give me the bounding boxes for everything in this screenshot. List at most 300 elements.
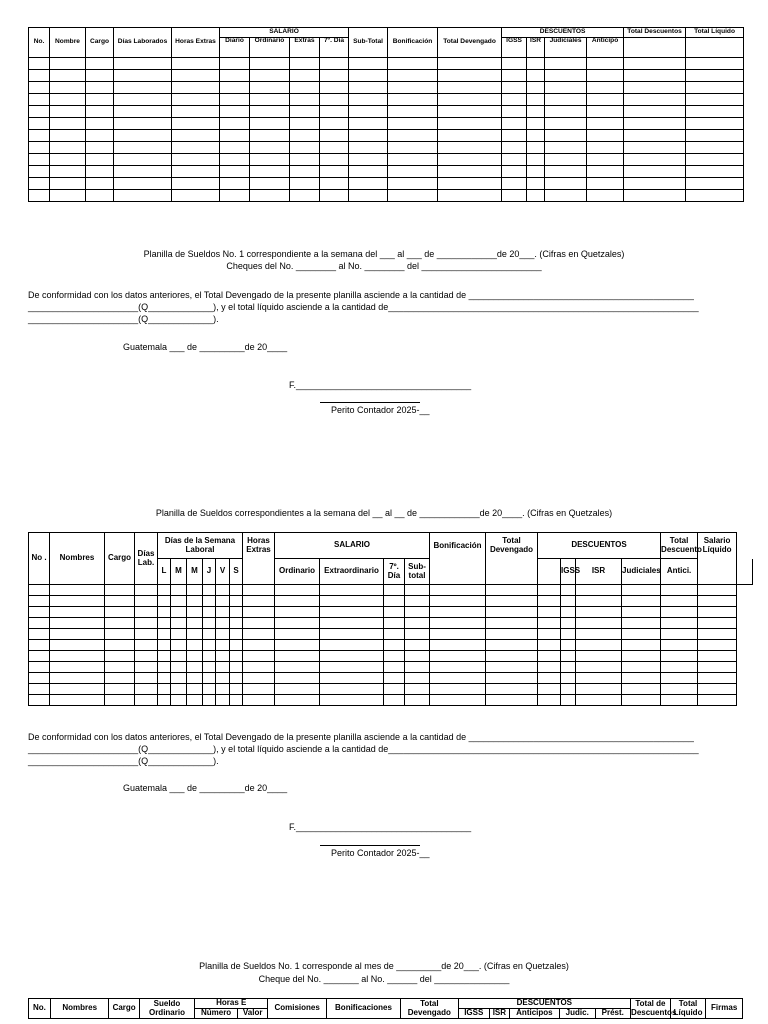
table-cell bbox=[290, 178, 320, 190]
table-cell bbox=[622, 618, 661, 629]
table-cell bbox=[203, 618, 216, 629]
table-cell bbox=[545, 118, 587, 130]
table-cell bbox=[561, 640, 576, 651]
table-cell bbox=[114, 178, 172, 190]
form1-conformity-line-2: ______________________(Q_____________), y el total líquido asciende a la cantidad de______________________________________________________________ bbox=[28, 302, 699, 312]
table-cell bbox=[320, 596, 384, 607]
table-cell bbox=[561, 618, 576, 629]
table-cell bbox=[105, 684, 135, 695]
table-cell bbox=[135, 585, 158, 596]
table-cell bbox=[135, 684, 158, 695]
table-cell bbox=[29, 684, 50, 695]
col-group-descuentos: DESCUENTOS bbox=[458, 999, 630, 1009]
table-cell bbox=[114, 82, 172, 94]
table-cell bbox=[171, 651, 187, 662]
table-cell bbox=[576, 629, 622, 640]
table-cell bbox=[320, 662, 384, 673]
table-cell bbox=[320, 585, 384, 596]
table-cell bbox=[172, 178, 220, 190]
table-cell bbox=[105, 651, 135, 662]
table-cell bbox=[275, 673, 320, 684]
table-cell bbox=[172, 166, 220, 178]
table-cell bbox=[243, 629, 275, 640]
table-cell bbox=[405, 596, 430, 607]
table-cell bbox=[587, 154, 624, 166]
table-cell bbox=[320, 695, 384, 706]
table-cell bbox=[561, 651, 576, 662]
table-cell bbox=[50, 82, 86, 94]
col-total-liquido: Total Líquido bbox=[670, 999, 706, 1019]
table-cell bbox=[405, 618, 430, 629]
table-cell bbox=[171, 618, 187, 629]
col-judic: Judic. bbox=[559, 1009, 595, 1019]
table-cell bbox=[29, 607, 50, 618]
table-cell bbox=[486, 684, 538, 695]
table-row bbox=[29, 190, 744, 202]
table-row bbox=[29, 684, 753, 695]
table-cell bbox=[438, 58, 502, 70]
table-cell bbox=[203, 607, 216, 618]
table-cell bbox=[438, 106, 502, 118]
table-cell bbox=[576, 695, 622, 706]
table-cell bbox=[320, 82, 349, 94]
table-cell bbox=[438, 82, 502, 94]
table-cell bbox=[135, 673, 158, 684]
table-cell bbox=[430, 684, 486, 695]
col-sueldo-ordinario: Sueldo Ordinario bbox=[139, 999, 194, 1019]
table-cell bbox=[686, 82, 744, 94]
table-cell bbox=[622, 607, 661, 618]
table-cell bbox=[29, 585, 50, 596]
col-igss: IGSS bbox=[561, 559, 576, 585]
table-cell bbox=[172, 118, 220, 130]
table-cell bbox=[438, 178, 502, 190]
table-cell bbox=[29, 142, 50, 154]
table-cell bbox=[50, 118, 86, 130]
col-extras: Extras bbox=[290, 38, 320, 58]
table-cell bbox=[698, 651, 737, 662]
table-cell bbox=[230, 673, 243, 684]
col-group-salario: SALARIO bbox=[275, 533, 430, 559]
table-cell bbox=[624, 142, 686, 154]
table-cell bbox=[105, 618, 135, 629]
table-cell bbox=[171, 640, 187, 651]
table-cell bbox=[486, 662, 538, 673]
table-cell bbox=[203, 585, 216, 596]
table-row bbox=[29, 166, 744, 178]
col-numero: Número bbox=[195, 1009, 238, 1019]
table-cell bbox=[50, 607, 105, 618]
table-cell bbox=[438, 94, 502, 106]
table-cell bbox=[50, 94, 86, 106]
col-total-devengado: Total Devengado bbox=[438, 28, 502, 58]
table-cell bbox=[384, 640, 405, 651]
table-cell bbox=[50, 106, 86, 118]
table-cell bbox=[661, 629, 698, 640]
table-cell bbox=[29, 178, 50, 190]
table-cell bbox=[114, 106, 172, 118]
table-cell bbox=[216, 618, 230, 629]
col-ordinario: Ordinario bbox=[275, 559, 320, 585]
table-cell bbox=[661, 695, 698, 706]
table-cell bbox=[135, 662, 158, 673]
table-cell bbox=[384, 618, 405, 629]
table-cell bbox=[545, 94, 587, 106]
table-cell bbox=[686, 142, 744, 154]
form2-conformity-line-3: ______________________(Q_____________). bbox=[28, 756, 219, 766]
table-cell bbox=[172, 58, 220, 70]
table-cell bbox=[486, 618, 538, 629]
table-cell bbox=[527, 58, 545, 70]
form3-caption: Planilla de Sueldos No. 1 corresponde al mes de _________de 20___. (Cifras en Quetzales) bbox=[199, 961, 569, 971]
table-cell bbox=[243, 640, 275, 651]
table-cell bbox=[50, 684, 105, 695]
table-cell bbox=[384, 629, 405, 640]
table-cell bbox=[29, 166, 50, 178]
table-cell bbox=[187, 695, 203, 706]
table-cell bbox=[29, 70, 50, 82]
table-cell bbox=[230, 662, 243, 673]
header-cell-empty bbox=[486, 559, 538, 585]
table-cell bbox=[698, 607, 737, 618]
table-cell bbox=[545, 82, 587, 94]
table-cell bbox=[216, 629, 230, 640]
table-cell bbox=[438, 166, 502, 178]
table-cell bbox=[545, 166, 587, 178]
table-cell bbox=[29, 58, 50, 70]
table-cell bbox=[384, 596, 405, 607]
table-cell bbox=[561, 695, 576, 706]
table-row bbox=[29, 154, 744, 166]
table-cell bbox=[587, 82, 624, 94]
table-row bbox=[29, 651, 753, 662]
table-cell bbox=[622, 651, 661, 662]
table-cell bbox=[216, 684, 230, 695]
form1-caption: Planilla de Sueldos No. 1 correspondiente a la semana del ___ al ___ de ____________de 20___. (Cifras en Quetzales) bbox=[143, 249, 625, 259]
table-cell bbox=[114, 94, 172, 106]
col-sabado: S bbox=[230, 559, 243, 585]
col-comisiones: Comisiones bbox=[268, 999, 327, 1019]
table-cell bbox=[320, 629, 384, 640]
table-cell bbox=[661, 585, 698, 596]
table-cell bbox=[320, 166, 349, 178]
col-igss: IGSS bbox=[502, 38, 527, 58]
table-cell bbox=[527, 154, 545, 166]
table-cell bbox=[243, 607, 275, 618]
table-cell bbox=[661, 684, 698, 695]
col-nombre: Nombre bbox=[50, 28, 86, 58]
table-cell bbox=[135, 607, 158, 618]
table-cell bbox=[158, 585, 171, 596]
table-cell bbox=[216, 640, 230, 651]
table-cell bbox=[686, 190, 744, 202]
form1-signer-rule bbox=[320, 402, 420, 403]
col-group-descuentos: DESCUENTOS bbox=[502, 28, 624, 38]
table-cell bbox=[538, 585, 561, 596]
table-cell bbox=[320, 684, 384, 695]
col-isr: ISR bbox=[527, 38, 545, 58]
table-cell bbox=[290, 166, 320, 178]
table-cell bbox=[86, 130, 114, 142]
table-cell bbox=[527, 166, 545, 178]
table-row bbox=[29, 640, 753, 651]
table-cell bbox=[686, 94, 744, 106]
table-cell bbox=[105, 662, 135, 673]
table-cell bbox=[135, 651, 158, 662]
table-cell bbox=[384, 662, 405, 673]
table-cell bbox=[275, 651, 320, 662]
header-cell-empty bbox=[538, 559, 561, 585]
table-cell bbox=[50, 673, 105, 684]
table-cell bbox=[290, 70, 320, 82]
table-cell bbox=[158, 618, 171, 629]
table-cell bbox=[105, 596, 135, 607]
table-cell bbox=[587, 94, 624, 106]
table-cell bbox=[430, 651, 486, 662]
col-salario-liquido: Salario Líquido bbox=[698, 533, 737, 559]
table-cell bbox=[220, 106, 250, 118]
table-cell bbox=[216, 662, 230, 673]
table-cell bbox=[502, 142, 527, 154]
table-row bbox=[29, 142, 744, 154]
table-cell bbox=[576, 585, 622, 596]
table-cell bbox=[388, 190, 438, 202]
table-cell bbox=[135, 629, 158, 640]
table-cell bbox=[405, 673, 430, 684]
table-cell bbox=[86, 70, 114, 82]
table-cell bbox=[290, 94, 320, 106]
form2-signer-rule bbox=[320, 845, 420, 846]
table-cell bbox=[50, 154, 86, 166]
table-cell bbox=[250, 118, 290, 130]
table-cell bbox=[587, 130, 624, 142]
table-cell bbox=[50, 596, 105, 607]
table-cell bbox=[527, 106, 545, 118]
header-cell-empty bbox=[624, 38, 686, 58]
table-cell bbox=[538, 607, 561, 618]
table-cell bbox=[388, 118, 438, 130]
table-cell bbox=[624, 190, 686, 202]
table-cell bbox=[405, 662, 430, 673]
table-cell bbox=[86, 166, 114, 178]
form1-conformity-line-1: De conformidad con los datos anteriores, el Total Devengado de la presente planilla asciende a la cantidad de _____________________________________________ bbox=[28, 290, 694, 300]
form1-signature-line: F.___________________________________ bbox=[289, 380, 472, 390]
table-cell bbox=[388, 166, 438, 178]
table-cell bbox=[686, 130, 744, 142]
table-cell bbox=[86, 82, 114, 94]
table-cell bbox=[349, 142, 388, 154]
col-total-devengado: Total Devengado bbox=[401, 999, 458, 1019]
table-cell bbox=[430, 618, 486, 629]
table-cell bbox=[502, 106, 527, 118]
col-bonificacion: Bonificación bbox=[388, 28, 438, 58]
table-cell bbox=[486, 629, 538, 640]
header-cell-empty bbox=[698, 559, 737, 585]
table-cell bbox=[545, 154, 587, 166]
table-cell bbox=[29, 695, 50, 706]
payroll-table-3 bbox=[28, 998, 743, 1019]
col-cargo: Cargo bbox=[86, 28, 114, 58]
table-cell bbox=[275, 607, 320, 618]
table-cell bbox=[622, 629, 661, 640]
table-cell bbox=[661, 651, 698, 662]
header-cell-empty bbox=[430, 559, 486, 585]
table-cell bbox=[203, 684, 216, 695]
table-cell bbox=[698, 695, 737, 706]
table-cell bbox=[320, 640, 384, 651]
col-dias-lab: Días Lab. bbox=[135, 533, 158, 585]
table-cell bbox=[135, 618, 158, 629]
form2-signature-line: F.___________________________________ bbox=[289, 822, 472, 832]
table-cell bbox=[187, 607, 203, 618]
table-cell bbox=[86, 106, 114, 118]
table-cell bbox=[172, 82, 220, 94]
table-cell bbox=[114, 190, 172, 202]
table-cell bbox=[220, 118, 250, 130]
col-septimo-dia: 7º. Día bbox=[320, 38, 349, 58]
table-cell bbox=[538, 596, 561, 607]
table-cell bbox=[545, 178, 587, 190]
col-martes: M bbox=[171, 559, 187, 585]
table-cell bbox=[250, 70, 290, 82]
table-cell bbox=[105, 640, 135, 651]
col-group-salario: SALARIO bbox=[220, 28, 349, 38]
table-cell bbox=[243, 618, 275, 629]
form1-signer: Perito Contador 2025-__ bbox=[331, 405, 430, 415]
col-no: No. bbox=[29, 999, 51, 1019]
table-cell bbox=[158, 629, 171, 640]
form1-cheques-line: Cheques del No. ________ al No. ________ del ________________________ bbox=[226, 261, 542, 271]
table-cell bbox=[203, 673, 216, 684]
table-cell bbox=[158, 651, 171, 662]
col-cargo: Cargo bbox=[105, 533, 135, 585]
table-cell bbox=[203, 640, 216, 651]
table-cell bbox=[216, 596, 230, 607]
table-cell bbox=[290, 58, 320, 70]
table-cell bbox=[320, 94, 349, 106]
col-total-descuentos: Total Descuentos bbox=[624, 28, 686, 38]
table-cell bbox=[624, 154, 686, 166]
table-cell bbox=[29, 673, 50, 684]
table-cell bbox=[86, 118, 114, 130]
table-cell bbox=[686, 58, 744, 70]
table-cell bbox=[250, 190, 290, 202]
table-cell bbox=[29, 154, 50, 166]
table-cell bbox=[320, 651, 384, 662]
table-cell bbox=[384, 607, 405, 618]
table-cell bbox=[405, 585, 430, 596]
table-cell bbox=[220, 154, 250, 166]
table-cell bbox=[486, 607, 538, 618]
table-cell bbox=[171, 695, 187, 706]
table-cell bbox=[661, 640, 698, 651]
col-subtotal: Sub-total bbox=[405, 559, 430, 585]
table-row bbox=[29, 585, 753, 596]
table-cell bbox=[320, 178, 349, 190]
table-cell bbox=[320, 130, 349, 142]
table-cell bbox=[561, 596, 576, 607]
table-cell bbox=[220, 130, 250, 142]
table-cell bbox=[250, 106, 290, 118]
table-cell bbox=[502, 94, 527, 106]
table-row bbox=[29, 673, 753, 684]
table-cell bbox=[50, 166, 86, 178]
table-cell bbox=[438, 142, 502, 154]
table-cell bbox=[405, 629, 430, 640]
table-cell bbox=[624, 58, 686, 70]
table-cell bbox=[29, 629, 50, 640]
table-cell bbox=[561, 673, 576, 684]
table-cell bbox=[250, 82, 290, 94]
table-cell bbox=[502, 82, 527, 94]
table-cell bbox=[220, 70, 250, 82]
form2-conformity-line-2: ______________________(Q_____________), y el total líquido asciende a la cantidad de______________________________________________________________ bbox=[28, 744, 699, 754]
table-cell bbox=[50, 190, 86, 202]
table-cell bbox=[388, 94, 438, 106]
table-cell bbox=[275, 640, 320, 651]
table-cell bbox=[29, 640, 50, 651]
table-cell bbox=[216, 695, 230, 706]
table-cell bbox=[686, 166, 744, 178]
table-row bbox=[29, 178, 744, 190]
col-total-descuento: Total Descuento bbox=[661, 533, 698, 559]
table-row bbox=[29, 106, 744, 118]
table-cell bbox=[203, 695, 216, 706]
table-cell bbox=[561, 607, 576, 618]
col-ordinario: Ordinario bbox=[250, 38, 290, 58]
table-cell bbox=[243, 585, 275, 596]
table-cell bbox=[29, 82, 50, 94]
table-cell bbox=[538, 662, 561, 673]
form2-place-date: Guatemala ___ de _________de 20____ bbox=[123, 783, 288, 793]
table-row bbox=[29, 130, 744, 142]
table-cell bbox=[86, 154, 114, 166]
table-cell bbox=[187, 651, 203, 662]
table-cell bbox=[243, 651, 275, 662]
table-cell bbox=[320, 673, 384, 684]
form2-conformity-line-1: De conformidad con los datos anteriores, el Total Devengado de la presente planilla asciende a la cantidad de _____________________________________________ bbox=[28, 732, 694, 742]
table-row bbox=[29, 618, 753, 629]
table-cell bbox=[158, 596, 171, 607]
col-anticipos: Anticipos bbox=[509, 1009, 559, 1019]
table-cell bbox=[349, 106, 388, 118]
table-cell bbox=[171, 684, 187, 695]
table-cell bbox=[561, 629, 576, 640]
table-cell bbox=[545, 70, 587, 82]
table-row bbox=[29, 94, 744, 106]
table-cell bbox=[430, 629, 486, 640]
table-cell bbox=[624, 118, 686, 130]
table-cell bbox=[527, 118, 545, 130]
col-horas-extras: Horas Extras bbox=[172, 28, 220, 58]
table-cell bbox=[698, 684, 737, 695]
table-cell bbox=[220, 166, 250, 178]
table-cell bbox=[576, 673, 622, 684]
col-dias-laborados: Días Laborados bbox=[114, 28, 172, 58]
table-cell bbox=[388, 82, 438, 94]
table-cell bbox=[486, 695, 538, 706]
table-cell bbox=[527, 94, 545, 106]
table-cell bbox=[290, 142, 320, 154]
table-cell bbox=[172, 94, 220, 106]
table-cell bbox=[527, 178, 545, 190]
table-cell bbox=[50, 662, 105, 673]
form1-conformity-line-3: ______________________(Q_____________). bbox=[28, 314, 219, 324]
table-cell bbox=[243, 673, 275, 684]
table-row bbox=[29, 118, 744, 130]
table-row bbox=[29, 607, 753, 618]
table-cell bbox=[172, 106, 220, 118]
